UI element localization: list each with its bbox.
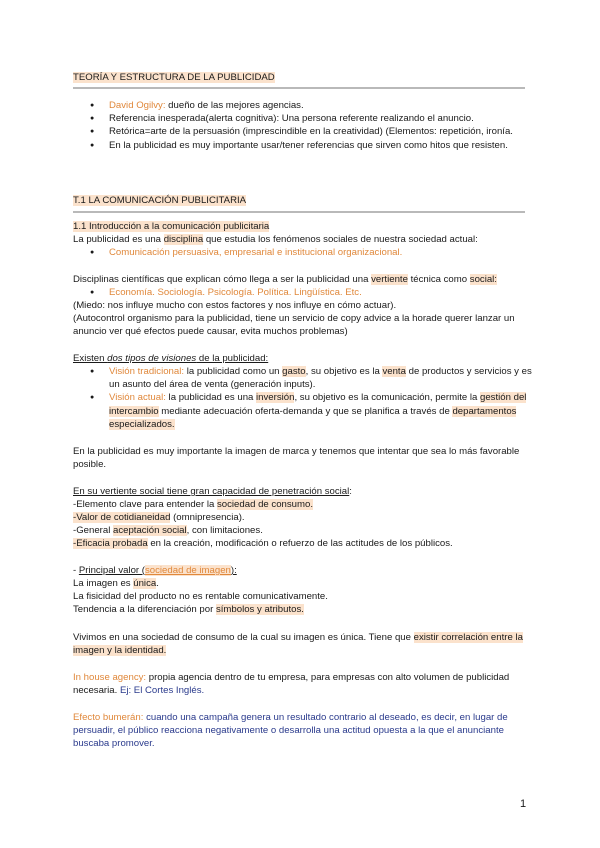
list-item: ● Comunicación persuasiva, empresarial e institucional organizacional. bbox=[73, 246, 533, 259]
list-item: ● David Ogilvy: dueño de las mejores agencias. bbox=[73, 99, 543, 112]
intro-list bbox=[73, 99, 543, 152]
list-item: ● Retórica=arte de la persuasión (imprescindible en la creatividad) (Elementos: repetición, ironía. bbox=[73, 125, 543, 138]
paragraph-disciplina: La publicidad es una disciplina que estudia los fenómenos sociales de nuestra sociedad actual: bbox=[73, 234, 478, 245]
paragraph-vivimos: Vivimos en una sociedad de consumo de la cual su imagen es única. Tiene que existir correlación entre la imagen y la identidad. bbox=[73, 632, 523, 657]
list-item: ● Visión tradicional: la publicidad como un gasto, su objetivo es la venta de productos y servicios y es un asunto del área de venta (generación inputs). bbox=[73, 365, 538, 391]
list-item: ● Referencia inesperada(alerta cognitiva): Una persona referente realizando el anuncio. bbox=[73, 112, 543, 125]
visiones-heading: Existen dos tipos de visiones de la publicidad: bbox=[73, 353, 269, 364]
social-item: -Elemento clave para entender la sociedad de consumo. bbox=[73, 499, 313, 510]
list-item: ● En la publicidad es muy importante usar/tener referencias que sirven como hitos que resisten. bbox=[73, 139, 543, 152]
title-rule bbox=[73, 87, 525, 89]
paragraph-bumeran: Efecto bumerán: cuando una campaña genera un resultado contrario al deseado, es decir, en lugar de persuadir, el público reacciona negativamente o desarrolla una actitud opuesta a la que el anunciante buscaba promover. bbox=[73, 712, 508, 750]
valor-item: La fisicidad del producto no es rentable comunicativamente. bbox=[73, 591, 328, 602]
page-number: 1 bbox=[520, 798, 527, 810]
valor-item: Tendencia a la diferenciación por símbolos y atributos. bbox=[73, 604, 304, 615]
visiones-list bbox=[73, 365, 538, 431]
paragraph-in-house: In house agency: propia agencia dentro de tu empresa, para empresas con alto volumen de publicidad necesaria. Ej: El Cortes Inglés. bbox=[73, 672, 510, 697]
paragraph-imagen-marca: En la publicidad es muy importante la imagen de marca y tenemos que intentar que sea lo más favorable posible. bbox=[73, 446, 520, 471]
disciplina-list bbox=[73, 246, 533, 259]
subsection-heading: 1.1 Introducción a la comunicación publicitaria bbox=[73, 221, 270, 232]
section-rule bbox=[73, 211, 525, 213]
section-heading: T.1 LA COMUNICACIÓN PUBLICITARIA bbox=[73, 195, 247, 206]
document-title: TEORÍA Y ESTRUCTURA DE LA PUBLICIDAD bbox=[73, 72, 275, 83]
list-item: ● Economía. Sociología. Psicología. Política. Lingüística. Etc. bbox=[73, 286, 533, 299]
list-item: ● Visión actual: la publicidad es una inversión, su objetivo es la comunicación, permite la gestión del intercambio mediante adecuación oferta-demanda y que se planifica a través de departamentos especializados. bbox=[73, 391, 538, 431]
paragraph-disciplinas: Disciplinas científicas que explican cómo llega a ser la publicidad una vertiente técnica como social: bbox=[73, 274, 497, 285]
social-item: -Eficacia probada en la creación, modificación o refuerzo de las actitudes de los públicos. bbox=[73, 538, 453, 549]
disciplinas-list bbox=[73, 286, 533, 299]
social-heading: En su vertiente social tiene gran capacidad de penetración social: bbox=[73, 486, 352, 497]
social-item: -General aceptación social, con limitaciones. bbox=[73, 525, 263, 536]
paragraph-autocontrol: (Autocontrol organismo para la publicidad, tiene un servicio de copy advice a la horade querer lanzar un anuncio ver qué efectos puede causar, evita muchos problemas) bbox=[73, 313, 515, 338]
valor-heading: - Principal valor (sociedad de imagen): bbox=[73, 565, 237, 576]
social-item: -Valor de cotidianeidad (omnipresencia). bbox=[73, 512, 245, 523]
paragraph-miedo: (Miedo: nos influye mucho con estos factores y nos influye en cómo actuar). bbox=[73, 300, 397, 311]
valor-item: La imagen es única. bbox=[73, 578, 159, 589]
